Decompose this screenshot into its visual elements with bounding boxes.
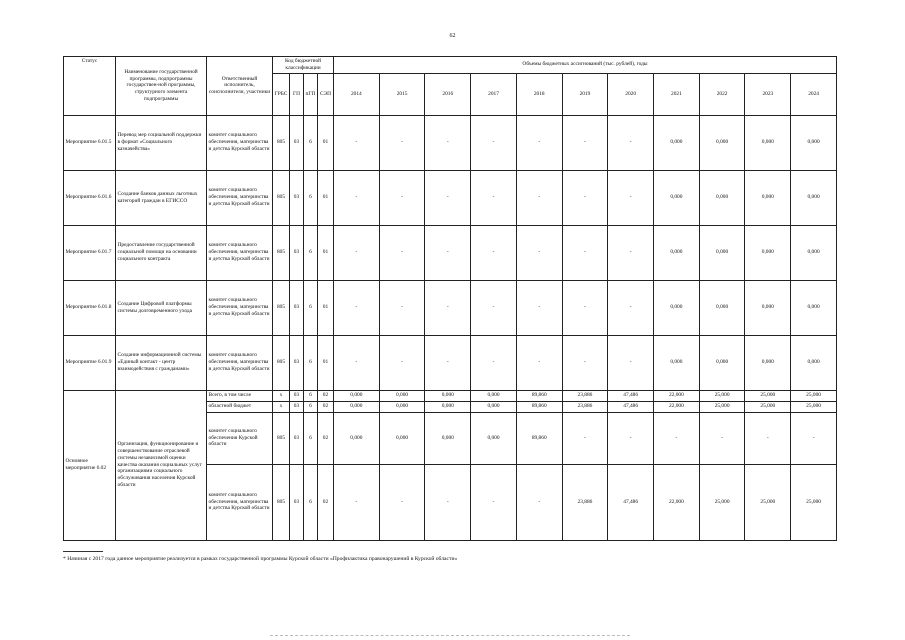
group-value: - [334,464,380,540]
row-value: - [562,115,608,170]
group-value: 47,486 [608,401,654,412]
row-value: - [471,225,517,280]
row-value: - [334,335,380,390]
row-value: 0,000 [699,115,745,170]
row-code: 6 [304,335,318,390]
row-code: 01 [318,280,334,335]
row-code: 01 [318,225,334,280]
group-code: 6 [304,390,318,401]
group-status: Основное мероприятие 6.02 [64,390,116,540]
row-value: 0,000 [654,280,700,335]
year-column-header: 2022 [699,73,745,115]
row-value: - [608,225,654,280]
row-value: - [379,335,425,390]
row-value: - [608,170,654,225]
group-value: 0,000 [379,401,425,412]
row-value: - [425,225,471,280]
row-value: - [562,335,608,390]
group-value: 0,000 [471,390,517,401]
group-value: 22,000 [654,390,700,401]
group-value: 25,000 [745,464,791,540]
group-value: - [562,412,608,464]
group-value: 25,000 [791,401,837,412]
group-value: 0,000 [471,412,517,464]
group-value: 25,000 [791,464,837,540]
row-value: - [471,115,517,170]
row-executor: комитет социального обеспечения, материнства и детства Курской области [207,225,273,280]
table-row [64,225,837,280]
row-executor: комитет социального обеспечения, материнства и детства Курской области [207,335,273,390]
group-value: - [608,412,654,464]
row-value: - [562,280,608,335]
row-status: Мероприятие 6.01.5 [64,115,116,170]
code-column-header: пГП [304,73,318,115]
row-value: - [379,115,425,170]
row-value: 0,000 [654,225,700,280]
row-value: 0,000 [791,170,837,225]
row-code: 6 [304,170,318,225]
row-value: - [516,280,562,335]
row-status: Мероприятие 6.01.9 [64,335,116,390]
group-name: Организация, функционирование и совершенствование отраслевой системы независимой оценки качества оказания социальных услуг организациями социального обслуживания населения Курской области [116,390,207,540]
row-name: Создание Цифровой платформы системы долговременного ухода [116,280,207,335]
row-value: 0,000 [745,280,791,335]
group-value: 25,000 [745,390,791,401]
year-column-header: 2021 [654,73,700,115]
group-code: х [273,390,290,401]
row-value: 0,000 [745,225,791,280]
row-status: Мероприятие 6.01.7 [64,225,116,280]
group-code: 02 [318,464,334,540]
code-column-header: СЭП [318,73,334,115]
code-column-header: ГП [290,73,304,115]
row-code: 03 [290,335,304,390]
group-value: - [654,412,700,464]
row-value: - [471,335,517,390]
group-executor: комитет социального обеспечения, материнства и детства Курской области [207,464,273,540]
group-value: - [745,412,791,464]
row-executor: комитет социального обеспечения, материнства и детства Курской области [207,280,273,335]
executor-header: Ответственный исполнитель, соисполнители, участники [207,57,273,116]
status-header: Статус [64,57,116,116]
row-name: Предоставление государственной социальной помощи на основании социального контракта [116,225,207,280]
year-column-header: 2019 [562,73,608,115]
table-row [64,390,837,401]
group-value: 25,000 [791,390,837,401]
row-code: 805 [273,280,290,335]
row-value: - [516,225,562,280]
group-value: - [699,412,745,464]
row-value: 0,000 [791,115,837,170]
volumes-group-header: Объемы бюджетных ассигнований (тыс. рублей), годы [334,57,837,74]
group-value: 47,486 [608,464,654,540]
row-name: Создание банков данных льготных категорий граждан в ЕГИССО [116,170,207,225]
row-code: 805 [273,115,290,170]
row-value: - [334,280,380,335]
group-value: 23,886 [562,401,608,412]
group-code: 02 [318,412,334,464]
group-value: 0,000 [334,401,380,412]
scan-edge-marks [270,635,630,636]
row-value: - [516,335,562,390]
row-code: 03 [290,280,304,335]
group-value: 0,000 [334,412,380,464]
group-code: 03 [290,412,304,464]
code-column-header: ГРБС [273,73,290,115]
group-value: 0,000 [425,412,471,464]
row-value: - [562,225,608,280]
group-value: 22,000 [654,464,700,540]
row-value: - [425,170,471,225]
group-value: - [516,464,562,540]
table-row [64,335,837,390]
row-value: 0,000 [699,280,745,335]
budget-allocation-table [63,56,837,541]
group-code: 02 [318,390,334,401]
group-value: 25,000 [745,401,791,412]
group-executor: комитет социального обеспечения Курской области [207,412,273,464]
year-column-header: 2018 [516,73,562,115]
group-code: 03 [290,401,304,412]
row-code: 01 [318,170,334,225]
row-value: 0,000 [745,115,791,170]
year-column-header: 2016 [425,73,471,115]
group-value: - [791,412,837,464]
row-value: - [471,170,517,225]
footnote-separator [63,551,103,552]
group-value: 25,000 [699,390,745,401]
group-executor: областной бюджет [207,401,273,412]
table-row [64,280,837,335]
row-code: 6 [304,225,318,280]
row-value: 0,000 [745,335,791,390]
group-value: 0,000 [425,390,471,401]
group-value: 23,886 [562,464,608,540]
footnote: * Начиная с 2017 года данное мероприятие реализуется в рамках государственной программы Курской области «Профилактика правонарушений в Курской области» [63,556,458,562]
row-value: 0,000 [654,115,700,170]
row-value: - [379,225,425,280]
row-value: - [516,170,562,225]
group-value: 47,486 [608,390,654,401]
group-value: 0,000 [425,401,471,412]
row-value: - [334,225,380,280]
group-code: 6 [304,464,318,540]
row-value: 0,000 [654,170,700,225]
row-value: 0,000 [745,170,791,225]
row-value: 0,000 [699,225,745,280]
code-group-header: Код бюджетной классификации [273,57,334,74]
group-value: 0,000 [379,390,425,401]
row-code: 805 [273,170,290,225]
year-column-header: 2024 [791,73,837,115]
year-column-header: 2023 [745,73,791,115]
row-executor: комитет социального обеспечения, материнства и детства Курской области [207,115,273,170]
group-value: 89,860 [516,390,562,401]
name-header: Наименование государственной программы, подпрограммы государствен-ной программы, структурного элемента подпрограммы [116,57,207,116]
row-code: 01 [318,115,334,170]
group-value: 89,860 [516,401,562,412]
group-executor: Всего, в том числе [207,390,273,401]
row-value: 0,000 [791,335,837,390]
group-code: 03 [290,464,304,540]
group-value: 25,000 [699,401,745,412]
row-code: 03 [290,170,304,225]
row-status: Мероприятие 6.01.6 [64,170,116,225]
table-row [64,115,837,170]
year-column-header: 2017 [471,73,517,115]
row-code: 01 [318,335,334,390]
group-value: 89,860 [516,412,562,464]
row-value: - [379,280,425,335]
row-value: - [425,335,471,390]
row-value: - [425,280,471,335]
row-status: Мероприятие 6.01.8 [64,280,116,335]
row-value: - [471,280,517,335]
group-value: - [471,464,517,540]
group-value: 25,000 [699,464,745,540]
page-number: 62 [449,33,456,39]
row-value: 0,000 [791,280,837,335]
row-value: - [425,115,471,170]
row-value: - [608,335,654,390]
table-row [64,170,837,225]
year-column-header: 2014 [334,73,380,115]
group-code: х [273,401,290,412]
row-value: - [516,115,562,170]
group-code: 805 [273,464,290,540]
group-value: - [379,464,425,540]
row-value: 0,000 [699,170,745,225]
row-value: - [334,115,380,170]
row-name: Создание информационной системы «Единый контакт - центр взаимодействия с гражданами» [116,335,207,390]
group-value: 0,000 [471,401,517,412]
row-code: 03 [290,115,304,170]
group-value: 22,000 [654,401,700,412]
group-value: 0,000 [379,412,425,464]
row-executor: комитет социального обеспечения, материнства и детства Курской области [207,170,273,225]
group-value: 23,886 [562,390,608,401]
row-code: 805 [273,225,290,280]
row-value: - [334,170,380,225]
year-column-header: 2020 [608,73,654,115]
row-value: - [608,280,654,335]
group-value: 0,000 [334,390,380,401]
row-code: 805 [273,335,290,390]
group-code: 805 [273,412,290,464]
group-code: 02 [318,401,334,412]
group-value: - [425,464,471,540]
row-value: - [562,170,608,225]
row-value: 0,000 [791,225,837,280]
group-code: 6 [304,401,318,412]
group-code: 6 [304,412,318,464]
row-value: - [608,115,654,170]
row-value: 0,000 [654,335,700,390]
row-code: 6 [304,115,318,170]
year-column-header: 2015 [379,73,425,115]
row-code: 03 [290,225,304,280]
row-name: Перевод мер социальной поддержки в формат «Социального казначейства» [116,115,207,170]
row-value: 0,000 [699,335,745,390]
group-code: 03 [290,390,304,401]
row-code: 6 [304,280,318,335]
row-value: - [379,170,425,225]
